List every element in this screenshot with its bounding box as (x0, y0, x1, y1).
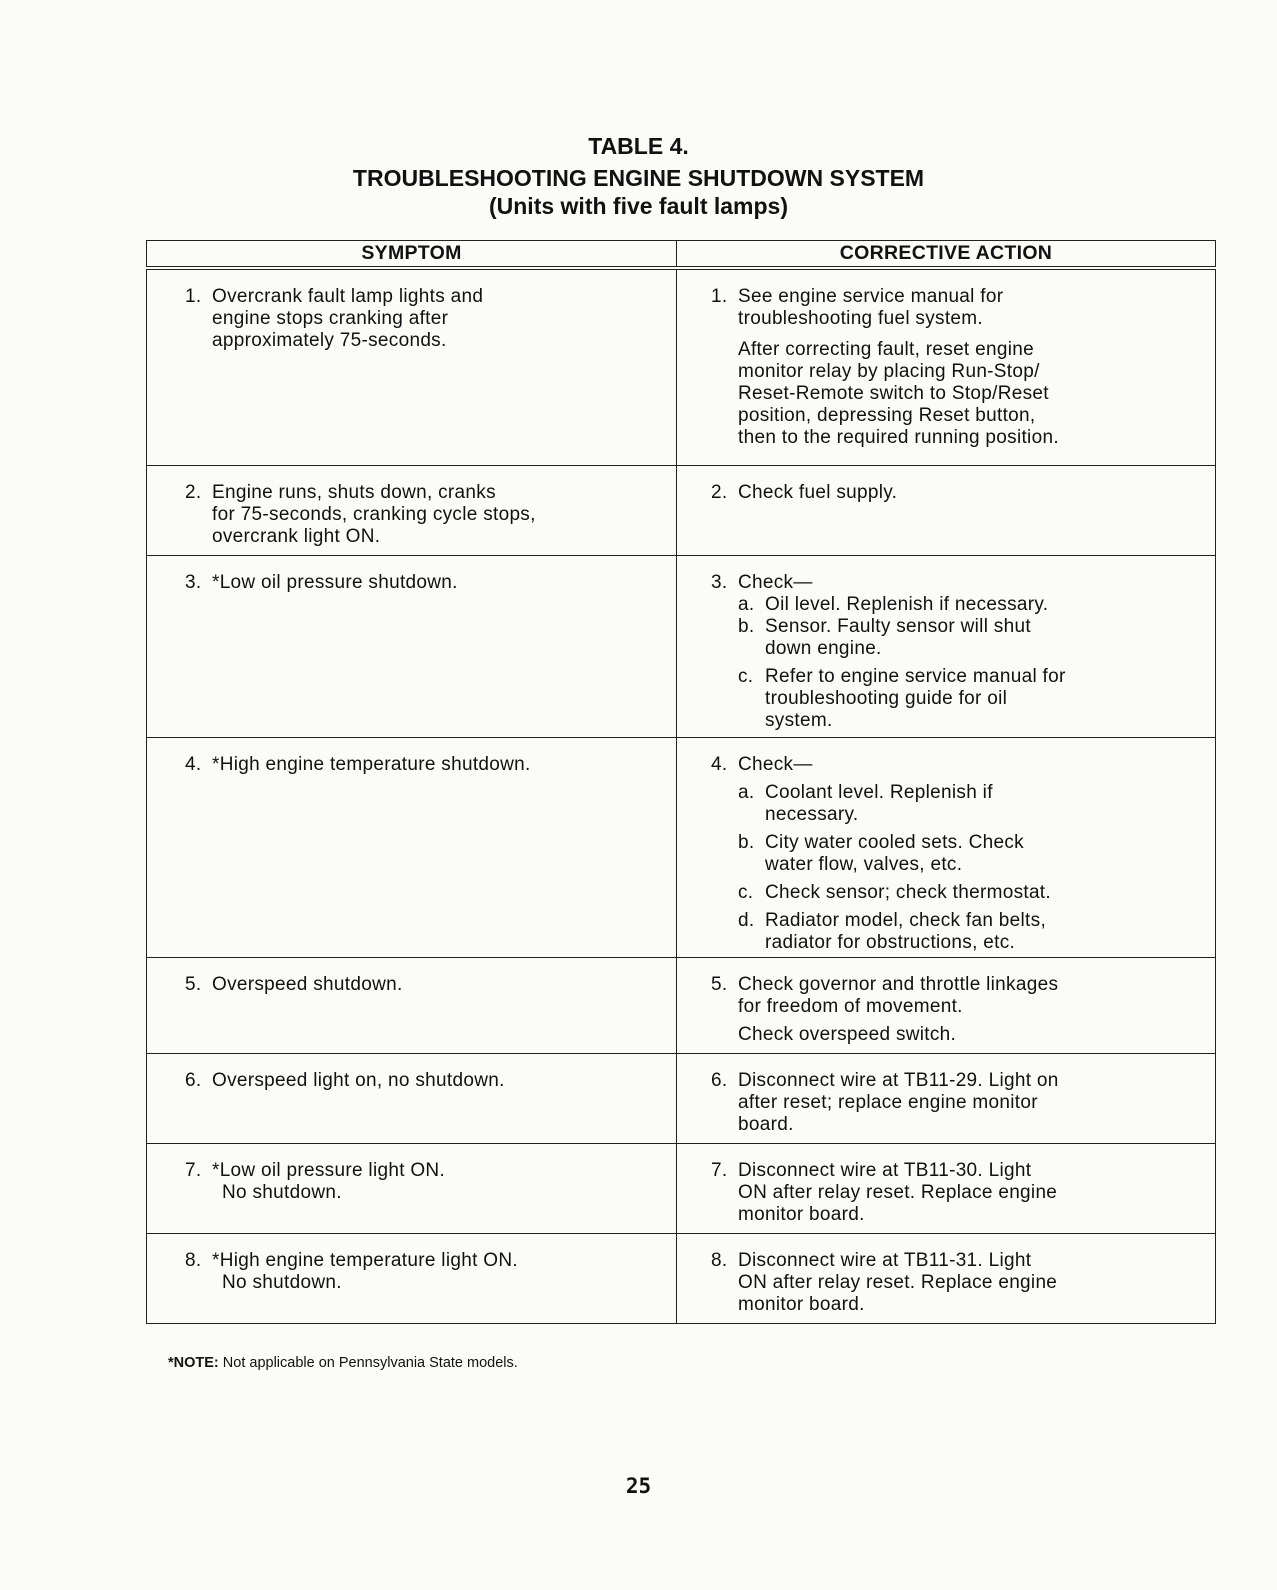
action-line: ON after relay reset. Replace engine (738, 1271, 1058, 1293)
action-line: See engine service manual for (738, 286, 1004, 307)
footnote (168, 1355, 518, 1371)
action-cell (677, 1233, 1216, 1323)
action-cell (677, 957, 1216, 1053)
action-line: monitor board. (738, 1203, 865, 1225)
item-number: 3. (711, 571, 728, 593)
action-line: Disconnect wire at TB11-30. Light (738, 1159, 1032, 1181)
symptom-line: No shutdown. (222, 1271, 342, 1293)
item-number: 3. (185, 571, 202, 593)
table-row (147, 465, 1216, 555)
symptom-line: *High engine temperature shutdown. (212, 753, 531, 775)
action-line: Reset-Remote switch to Stop/Reset (738, 383, 1049, 404)
sub-letter: a. (738, 781, 755, 803)
sub-letter: a. (738, 593, 755, 615)
action-line: after reset; replace engine monitor (738, 1091, 1038, 1113)
symptom-line: *High engine temperature light ON. (212, 1249, 518, 1271)
action-line: Check fuel supply. (738, 481, 898, 503)
symptom-cell (147, 268, 677, 465)
action-line: position, depressing Reset button, (738, 405, 1036, 426)
sub-letter: d. (738, 909, 755, 931)
symptom-line: Overcrank fault lamp lights and (212, 286, 484, 307)
item-number: 8. (185, 1249, 202, 1271)
sub-line: necessary. (765, 803, 859, 825)
action-cell (677, 1143, 1216, 1233)
table-row (147, 268, 1216, 465)
item-number: 7. (185, 1159, 202, 1181)
sub-line: City water cooled sets. Check (765, 831, 1024, 853)
symptom-line: Overspeed shutdown. (212, 973, 403, 995)
symptom-line: Engine runs, shuts down, cranks (212, 481, 496, 503)
sub-letter: c. (738, 665, 754, 687)
sub-letter: b. (738, 615, 755, 637)
action-line: troubleshooting fuel system. (738, 308, 983, 329)
sub-line: Check sensor; check thermostat. (765, 881, 1051, 903)
header-row (147, 241, 1216, 269)
table-row (147, 737, 1216, 957)
symptom-cell (147, 1143, 677, 1233)
symptom-line: *Low oil pressure light ON. (212, 1159, 446, 1181)
symptom-line: approximately 75-seconds. (212, 330, 447, 351)
item-number: 1. (711, 286, 728, 307)
item-number: 5. (185, 973, 202, 995)
item-number: 6. (185, 1069, 202, 1091)
action-line: for freedom of movement. (738, 995, 963, 1017)
action-line: monitor relay by placing Run-Stop/ (738, 361, 1040, 382)
symptom-cell (147, 555, 677, 737)
sub-line: radiator for obstructions, etc. (765, 931, 1016, 953)
item-number: 2. (711, 481, 728, 503)
action-line: Disconnect wire at TB11-29. Light on (738, 1069, 1059, 1091)
action-heading: Check— (738, 753, 813, 775)
action-line: Check governor and throttle linkages (738, 973, 1059, 995)
sub-line: down engine. (765, 637, 882, 659)
sub-line: Refer to engine service manual for (765, 665, 1066, 687)
action-line: Disconnect wire at TB11-31. Light (738, 1249, 1032, 1271)
action-cell (677, 268, 1216, 465)
symptom-cell (147, 1053, 677, 1143)
action-cell (677, 737, 1216, 957)
sub-line: Oil level. Replenish if necessary. (765, 593, 1049, 615)
symptom-cell (147, 465, 677, 555)
footnote-label: *NOTE: (168, 1355, 219, 1371)
troubleshooting-table (146, 240, 1216, 1324)
action-cell (677, 465, 1216, 555)
item-number: 2. (185, 481, 202, 503)
sub-line: water flow, valves, etc. (765, 853, 963, 875)
table-row (147, 957, 1216, 1053)
table-row (147, 555, 1216, 737)
action-column-header: CORRECTIVE ACTION (677, 241, 1216, 269)
symptom-cell (147, 737, 677, 957)
table-subtitle: (Units with five fault lamps) (488, 193, 789, 219)
item-number: 6. (711, 1069, 728, 1091)
symptom-line: Overspeed light on, no shutdown. (212, 1069, 505, 1091)
table-row (147, 1143, 1216, 1233)
symptom-cell (147, 1233, 677, 1323)
sub-line: Radiator model, check fan belts, (765, 909, 1047, 931)
action-cell (677, 555, 1216, 737)
item-number: 4. (185, 753, 202, 775)
symptom-line: *Low oil pressure shutdown. (212, 571, 458, 593)
table-row (147, 1233, 1216, 1323)
symptom-line: overcrank light ON. (212, 525, 381, 547)
action-line: Check overspeed switch. (738, 1023, 957, 1045)
item-number: 7. (711, 1159, 728, 1181)
action-line: board. (738, 1113, 794, 1135)
symptom-cell (147, 957, 677, 1053)
table-number: TABLE 4. (588, 133, 689, 159)
page-number: 25 (625, 1474, 652, 1498)
action-heading: Check— (738, 571, 813, 593)
symptom-line: for 75-seconds, cranking cycle stops, (212, 503, 536, 525)
table-title: TROUBLESHOOTING ENGINE SHUTDOWN SYSTEM (352, 165, 925, 191)
symptom-column-header: SYMPTOM (147, 241, 677, 269)
item-number: 4. (711, 753, 728, 775)
item-number: 8. (711, 1249, 728, 1271)
symptom-line: No shutdown. (222, 1181, 342, 1203)
sub-letter: c. (738, 881, 754, 903)
table-row (147, 1053, 1216, 1143)
sub-line: Sensor. Faulty sensor will shut (765, 615, 1031, 637)
action-line: monitor board. (738, 1293, 865, 1315)
sub-line: troubleshooting guide for oil (765, 687, 1008, 709)
footnote-text: Not applicable on Pennsylvania State models. (222, 1355, 518, 1371)
sub-line: Coolant level. Replenish if (765, 781, 993, 803)
action-line: then to the required running position. (738, 427, 1059, 448)
item-number: 5. (711, 973, 728, 995)
symptom-line: engine stops cranking after (212, 308, 449, 329)
sub-letter: b. (738, 831, 755, 853)
action-line: After correcting fault, reset engine (738, 339, 1034, 360)
item-number: 1. (185, 286, 202, 307)
action-cell (677, 1053, 1216, 1143)
sub-line: system. (765, 709, 833, 731)
action-line: ON after relay reset. Replace engine (738, 1181, 1058, 1203)
